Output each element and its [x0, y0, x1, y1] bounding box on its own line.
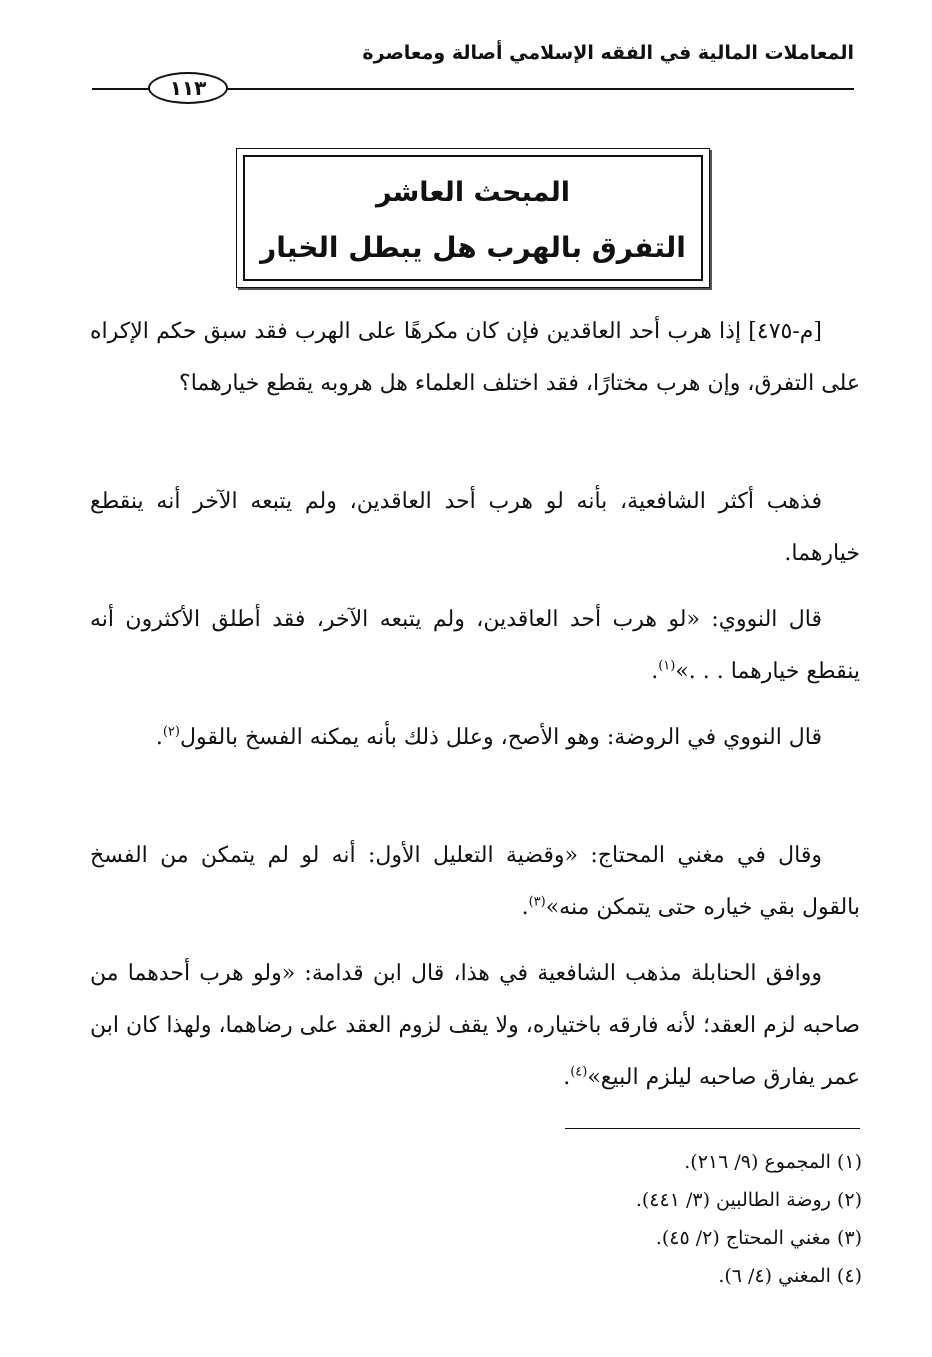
footnote-separator — [565, 1128, 860, 1129]
footnotes — [636, 1143, 862, 1295]
paragraph-2: فذهب أكثر الشافعية، بأنه لو هرب أحد العاقدين، ولم يتبعه الآخر أنه ينقطع خيارهما. — [90, 489, 860, 566]
chapter-title-box — [236, 148, 710, 288]
footnote-ref-3: (٣) — [528, 894, 546, 910]
paragraph-4: قال النووي في الروضة: وهو الأصح، وعلل ذلك بأنه يمكنه الفسخ بالقول$^{(٢)}$. — [155, 724, 822, 750]
footnote-2: (٢) روضة الطالبين (٣/ ٤٤١). — [635, 1189, 862, 1211]
paragraph-3: قال النووي: «لو هرب أحد العاقدين، ولم يتبعه الآخر، فقد أطلق الأكثرون أنه ينقطع خيارهما . . .»$^{(١)}$. — [90, 607, 860, 684]
footnote-4: (٤) المغني (٤/ ٦). — [718, 1265, 862, 1287]
running-header-title: المعاملات المالية في الفقه الإسلامي أصالة ومعاصرة — [362, 42, 854, 64]
paragraph-6: ووافق الحنابلة مذهب الشافعية في هذا، قال ابن قدامة: «ولو هرب أحدهما من صاحبه لزم العقد؛ لأنه فارقه باختياره، ولا يقف لزوم العقد على رضاهما، ولهذا كان ابن عمر يفارق صاحبه ليلزم البيع»$^{(٤)}$. — [90, 961, 860, 1090]
chapter-subtitle: التفرق بالهرب هل يبطل الخيار — [260, 231, 686, 264]
paragraph-5: وقال في مغني المحتاج: «وقضية التعليل الأول: أنه لو لم يتمكن من الفسخ بالقول بقي خياره حتى يتمكن منه»$^{(٣)}$. — [90, 843, 860, 920]
paragraph-1: [م-٤٧٥] إذا هرب أحد العاقدين فإن كان مكرهًا على الهرب فقد سبق حكم الإكراه على التفرق، وإن هرب مختارًا، فقد اختلف العلماء هل هروبه يقطع خيارهما؟ — [90, 319, 860, 396]
chapter-title: المبحث العاشر — [375, 177, 571, 208]
footnote-3: (٣) مغني المحتاج (٢/ ٤٥). — [655, 1227, 862, 1249]
footnote-ref-2: (٢) — [162, 724, 180, 740]
page-number: ١١٣ — [148, 72, 228, 104]
footnote-1: (١) المجموع (٩/ ٢١٦). — [684, 1151, 862, 1173]
footnote-ref-4: (٤) — [570, 1064, 588, 1080]
footnote-ref-1: (١) — [658, 658, 676, 674]
chapter-title-frame — [243, 155, 703, 281]
